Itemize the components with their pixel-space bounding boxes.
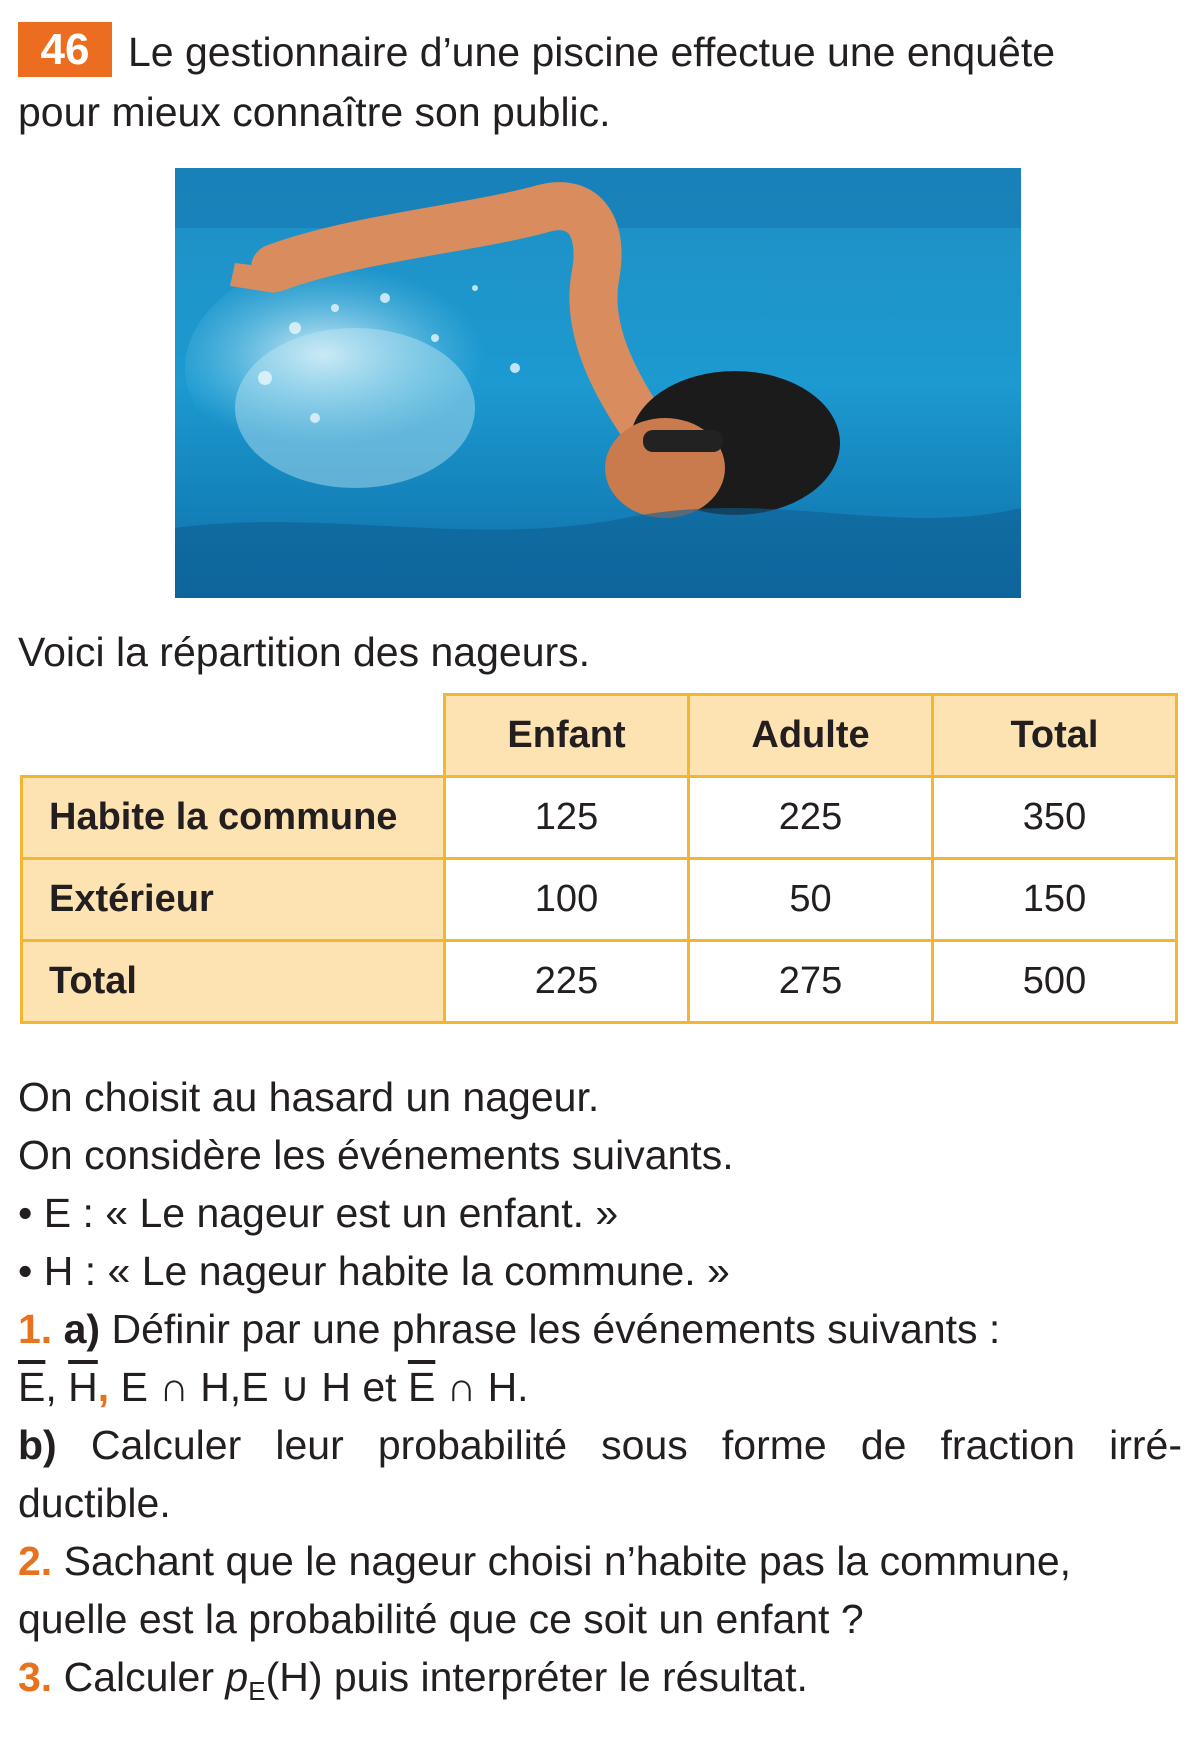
intro-line-1: Le gestionnaire d’une piscine effectue une enquête [128, 29, 1056, 75]
row-header: Total [22, 941, 445, 1023]
table-intro: Voici la répartition des nageurs. [18, 629, 591, 675]
row-header: Extérieur [22, 859, 445, 941]
column-header: Adulte [689, 695, 933, 777]
table-cell: 125 [445, 777, 689, 859]
swimmer-photo [175, 168, 1021, 598]
table-cell: 225 [445, 941, 689, 1023]
separator: , [45, 1364, 57, 1410]
table-row [22, 859, 1177, 941]
separator: , [97, 1364, 110, 1410]
swimmers-table [20, 693, 1178, 1024]
question-text: (H) puis interpréter le résultat. [265, 1654, 808, 1700]
event-e-bullet: • E : « Le nageur est un enfant. » [18, 1190, 619, 1236]
question-1a [18, 1305, 1000, 1353]
event-e-complement: $\overline{E}$ [407, 1364, 436, 1410]
question-number: 1. [18, 1306, 53, 1352]
intro-line-2: pour mieux connaître son public. [18, 89, 611, 135]
probability-subscript: E [248, 1676, 266, 1707]
question-text: Calculer [63, 1654, 214, 1700]
event-h-complement: $\overline{H}$ [68, 1364, 98, 1410]
event-list: ∩ H. [446, 1364, 529, 1410]
question-3 [18, 1653, 808, 1715]
column-header: Enfant [445, 695, 689, 777]
event-list: E ∩ H,E ∪ H et [120, 1364, 397, 1410]
question-text: Calculer leur probabilité sous forme de fraction irré- [90, 1422, 1182, 1468]
question-text: Définir par une phrase les événements suivants : [111, 1306, 1001, 1352]
body-line-1: On choisit au hasard un nageur. [18, 1074, 600, 1120]
exercise-number-badge: 46 [18, 22, 112, 77]
table-row [22, 941, 1177, 1023]
table-cell: 350 [933, 777, 1177, 859]
table-header-row [22, 695, 1177, 777]
table-cell: 150 [933, 859, 1177, 941]
table-cell: 50 [689, 859, 933, 941]
event-e-complement: $\overline{E}$ [18, 1364, 46, 1410]
row-header: Habite la commune [22, 777, 445, 859]
question-1b [18, 1421, 1182, 1469]
subquestion-label: a) [63, 1306, 101, 1352]
table-cell: 100 [445, 859, 689, 941]
event-h-bullet: • H : « Le nageur habite la commune. » [18, 1248, 730, 1294]
table-corner [22, 695, 445, 777]
table-row [22, 777, 1177, 859]
question-2 [18, 1537, 1071, 1585]
table-cell: 225 [689, 777, 933, 859]
question-1b-continuation: ductible. [18, 1480, 171, 1526]
table-cell: 500 [933, 941, 1177, 1023]
table-cell: 275 [689, 941, 933, 1023]
body-line-2: On considère les événements suivants. [18, 1132, 734, 1178]
question-number: 2. [18, 1538, 53, 1584]
swimmer-icon [175, 168, 1021, 598]
question-2-continuation: quelle est la probabilité que ce soit un enfant ? [18, 1596, 864, 1642]
subquestion-label: b) [18, 1422, 57, 1468]
question-1a-events [18, 1363, 529, 1411]
question-number: 3. [18, 1654, 53, 1700]
probability-symbol: p [225, 1654, 249, 1700]
column-header: Total [933, 695, 1177, 777]
question-text: Sachant que le nageur choisi n’habite pas la commune, [63, 1538, 1072, 1584]
